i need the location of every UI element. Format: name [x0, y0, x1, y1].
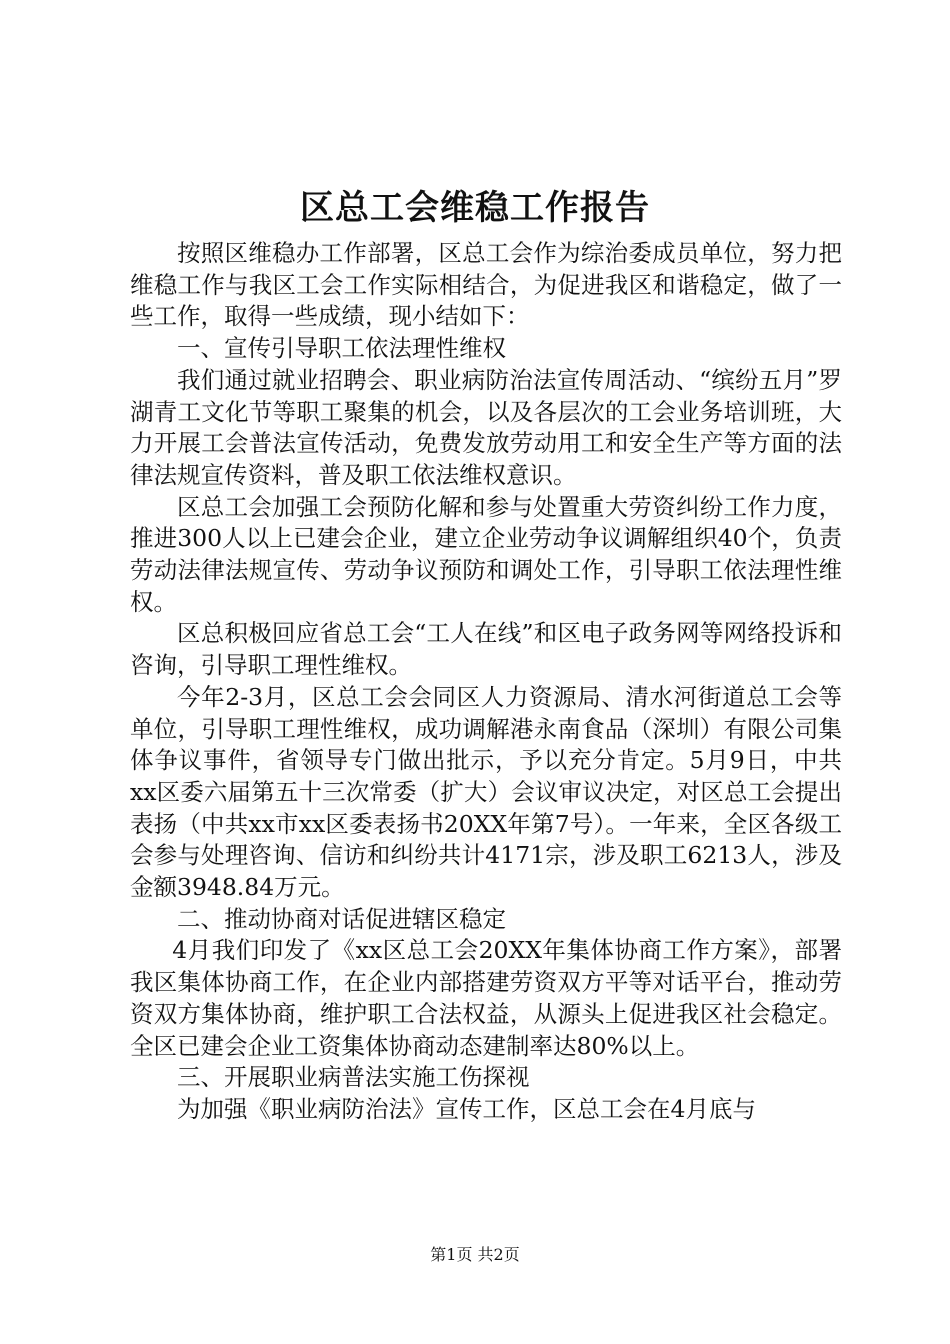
- paragraph: 今年2-3月，区总工会会同区人力资源局、清水河街道总工会等单位，引导职工理性维权，成功调解港永南食品（深圳）有限公司集体争议事件，省领导专门做出批示，予以充分肯定。5月9日，中共xx区委六届第五十三次常委（扩大）会议审议决定，对区总工会提出表扬（中共xx市xx区委表扬书20XX年第7号）。一年来，全区各级工会参与处理咨询、信访和纠纷共计4171宗，涉及职工6213人，涉及金额3948.84万元。: [130, 682, 842, 902]
- page-number-footer: 第1页 共2页: [430, 1245, 520, 1264]
- paragraph-intro: 按照区维稳办工作部署，区总工会作为综治委成员单位，努力把维稳工作与我区工会工作实际相结合，为促进我区和谐稳定，做了一些工作，取得一些成绩，现小结如下：: [130, 239, 842, 331]
- document-body: [130, 238, 842, 1126]
- section-heading-2: 二、推动协商对话促进辖区稳定: [177, 904, 506, 933]
- paragraph: 区总工会加强工会预防化解和参与处置重大劳资纠纷工作力度，推进300人以上已建会企业，建立企业劳动争议调解组织40个，负责劳动法律法规宣传、劳动争议预防和调处工作，引导职工依法理性维权。: [130, 492, 842, 616]
- paragraph: 区总积极回应省总工会“工人在线”和区电子政务网等网络投诉和咨询，引导职工理性维权。: [130, 619, 842, 680]
- document-title: 区总工会维稳工作报告: [300, 188, 650, 228]
- paragraph: 4月我们印发了《xx区总工会20XX年集体协商工作方案》，部署我区集体协商工作，在企业内部搭建劳资双方平等对话平台，推动劳资双方集体协商，维护职工合法权益，从源头上促进我区社会稳定。全区已建会企业工资集体协商动态建制率达80%以上。: [130, 936, 842, 1060]
- section-heading-1: 一、宣传引导职工依法理性维权: [177, 334, 506, 363]
- paragraph: 我们通过就业招聘会、职业病防治法宣传周活动、“缤纷五月”罗湖青工文化节等职工聚集的机会，以及各层次的工会业务培训班，大力开展工会普法宣传活动，免费发放劳动用工和安全生产等方面的法律法规宣传资料，普及职工依法维权意识。: [130, 365, 842, 489]
- paragraph: 为加强《职业病防治法》宣传工作，区总工会在4月底与: [177, 1094, 756, 1123]
- section-heading-3: 三、开展职业病普法实施工伤探视: [177, 1063, 530, 1092]
